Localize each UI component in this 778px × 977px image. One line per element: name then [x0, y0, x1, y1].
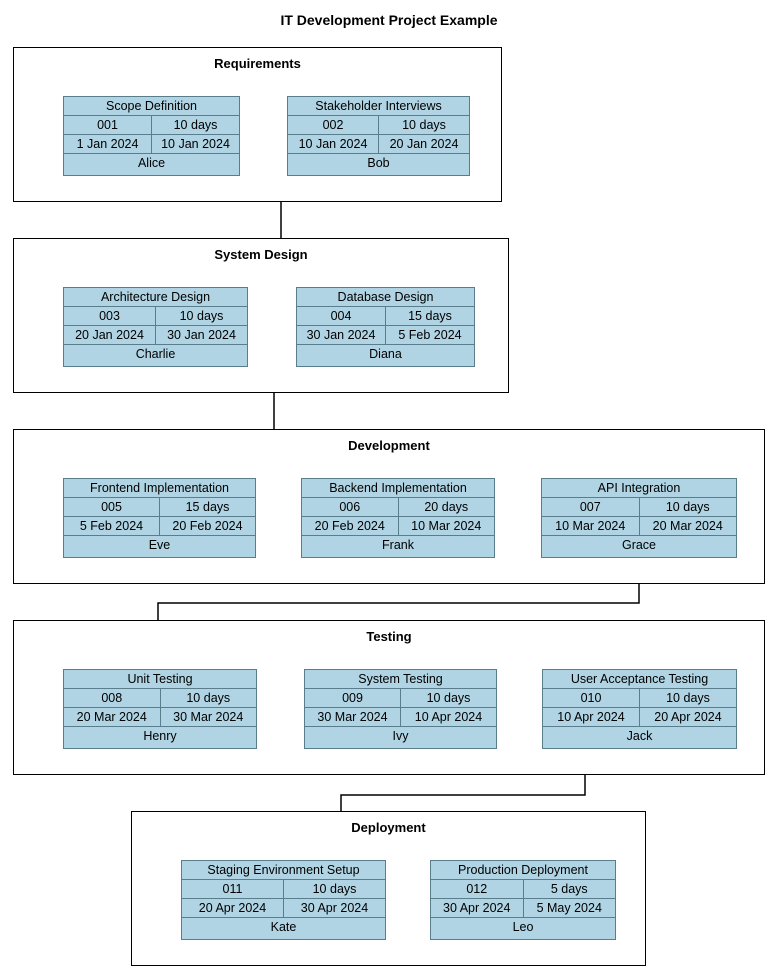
group-label: Deployment — [351, 820, 426, 835]
task-dates-row — [542, 517, 736, 536]
task-node-002[interactable] — [287, 96, 470, 176]
task-id: 006 — [302, 498, 399, 516]
task-dates-row — [297, 326, 474, 345]
task-id: 011 — [182, 880, 284, 898]
task-end: 20 Feb 2024 — [172, 519, 243, 533]
task-id: 005 — [64, 498, 160, 516]
task-dates-row — [288, 135, 469, 154]
task-id-duration-row — [431, 880, 615, 899]
task-name: User Acceptance Testing — [570, 672, 709, 686]
task-owner: Kate — [270, 920, 297, 934]
task-id-duration-row — [288, 116, 469, 135]
task-name: API Integration — [597, 481, 681, 495]
task-name-row — [542, 479, 736, 498]
group-label: Requirements — [214, 56, 301, 71]
task-id-duration-row — [64, 116, 239, 135]
task-name-row — [64, 97, 239, 116]
task-name-row — [297, 288, 474, 307]
diagram-title: IT Development Project Example — [280, 12, 498, 28]
task-end: 20 Apr 2024 — [654, 710, 722, 724]
task-owner: Leo — [512, 920, 534, 934]
task-node-012[interactable] — [430, 860, 616, 940]
task-name-row — [64, 670, 256, 689]
task-owner: Alice — [137, 156, 166, 170]
task-duration: 10 days — [312, 882, 357, 896]
task-name-row — [64, 479, 255, 498]
task-dates-row — [431, 899, 615, 918]
task-owner-row — [542, 536, 736, 554]
task-dates-row — [64, 517, 255, 536]
task-id: 012 — [431, 880, 524, 898]
task-start: 10 Mar 2024 — [542, 517, 640, 535]
task-duration: 10 days — [186, 691, 231, 705]
task-duration: 10 days — [665, 500, 710, 514]
task-end: 10 Jan 2024 — [161, 137, 230, 151]
task-id-duration-row — [542, 498, 736, 517]
task-id: 008 — [64, 689, 161, 707]
task-node-010[interactable] — [542, 669, 737, 749]
task-duration: 10 days — [666, 691, 710, 705]
task-owner-row — [543, 727, 736, 745]
task-start: 20 Mar 2024 — [64, 708, 161, 726]
task-owner-row — [305, 727, 496, 745]
task-node-008[interactable] — [63, 669, 257, 749]
task-start: 5 Feb 2024 — [64, 517, 160, 535]
task-dates-row — [302, 517, 494, 536]
task-end: 30 Jan 2024 — [167, 328, 236, 342]
task-owner-row — [297, 345, 474, 363]
task-name: Production Deployment — [458, 863, 588, 877]
task-node-011[interactable] — [181, 860, 386, 940]
task-id: 010 — [543, 689, 640, 707]
task-dates-row — [182, 899, 385, 918]
task-name: Stakeholder Interviews — [315, 99, 442, 113]
task-owner-row — [64, 345, 247, 363]
group-label: Testing — [366, 629, 412, 644]
task-node-007[interactable] — [541, 478, 737, 558]
task-name: Scope Definition — [105, 99, 198, 113]
task-duration: 20 days — [424, 500, 469, 514]
task-owner: Charlie — [135, 347, 176, 361]
task-name-row — [64, 288, 247, 307]
task-duration: 15 days — [185, 500, 230, 514]
task-name-row — [302, 479, 494, 498]
task-name: Frontend Implementation — [90, 481, 229, 495]
task-id-duration-row — [543, 689, 736, 708]
task-dates-row — [305, 708, 496, 727]
task-id-duration-row — [182, 880, 385, 899]
task-start: 20 Jan 2024 — [64, 326, 156, 344]
task-owner: Diana — [369, 347, 402, 361]
task-start: 30 Apr 2024 — [431, 899, 524, 917]
task-name: Database Design — [337, 290, 434, 304]
task-owner-row — [64, 154, 239, 172]
task-owner: Ivy — [392, 729, 409, 743]
task-id: 004 — [297, 307, 386, 325]
group-label: Development — [348, 438, 430, 453]
task-id-duration-row — [305, 689, 496, 708]
task-id-duration-row — [302, 498, 494, 517]
task-owner: Jack — [626, 729, 653, 743]
task-dates-row — [64, 135, 239, 154]
task-owner: Bob — [367, 156, 390, 170]
task-start: 20 Apr 2024 — [182, 899, 284, 917]
task-start: 1 Jan 2024 — [64, 135, 152, 153]
task-name: Unit Testing — [127, 672, 193, 686]
task-name: Backend Implementation — [329, 481, 467, 495]
task-name: Architecture Design — [100, 290, 211, 304]
task-name-row — [288, 97, 469, 116]
task-end: 5 May 2024 — [536, 901, 602, 915]
task-node-004[interactable] — [296, 287, 475, 367]
task-name: System Testing — [358, 672, 443, 686]
task-id-duration-row — [64, 307, 247, 326]
task-id-duration-row — [297, 307, 474, 326]
task-owner-row — [431, 918, 615, 936]
task-end: 20 Jan 2024 — [389, 137, 459, 151]
task-duration: 10 days — [173, 118, 218, 132]
task-node-005[interactable] — [63, 478, 256, 558]
task-name-row — [182, 861, 385, 880]
task-owner: Eve — [148, 538, 171, 552]
task-node-006[interactable] — [301, 478, 495, 558]
task-dates-row — [543, 708, 736, 727]
task-owner-row — [64, 727, 256, 745]
task-owner-row — [64, 536, 255, 554]
task-duration: 15 days — [408, 309, 452, 323]
task-name-row — [305, 670, 496, 689]
task-end: 5 Feb 2024 — [398, 328, 462, 342]
task-end: 10 Apr 2024 — [414, 710, 483, 724]
task-duration: 10 days — [402, 118, 446, 132]
task-end: 10 Mar 2024 — [411, 519, 482, 533]
task-name-row — [543, 670, 736, 689]
task-owner: Henry — [143, 729, 177, 743]
task-start: 20 Feb 2024 — [302, 517, 399, 535]
task-node-001[interactable] — [63, 96, 240, 176]
task-id: 002 — [288, 116, 379, 134]
task-id-duration-row — [64, 498, 255, 517]
task-owner: Frank — [382, 538, 414, 552]
task-id: 007 — [542, 498, 640, 516]
task-owner: Grace — [621, 538, 657, 552]
task-dates-row — [64, 326, 247, 345]
task-start: 30 Jan 2024 — [297, 326, 386, 344]
task-id: 001 — [64, 116, 152, 134]
task-id: 009 — [305, 689, 401, 707]
task-node-003[interactable] — [63, 287, 248, 367]
task-name-row — [431, 861, 615, 880]
task-owner-row — [302, 536, 494, 554]
task-duration: 10 days — [426, 691, 471, 705]
task-id: 003 — [64, 307, 156, 325]
task-owner-row — [182, 918, 385, 936]
task-name: Staging Environment Setup — [207, 863, 360, 877]
task-node-009[interactable] — [304, 669, 497, 749]
task-end: 30 Apr 2024 — [300, 901, 369, 915]
task-start: 30 Mar 2024 — [305, 708, 401, 726]
task-owner-row — [288, 154, 469, 172]
task-end: 30 Mar 2024 — [173, 710, 244, 724]
task-start: 10 Apr 2024 — [543, 708, 640, 726]
task-duration: 10 days — [179, 309, 224, 323]
group-label: System Design — [214, 247, 308, 262]
task-start: 10 Jan 2024 — [288, 135, 379, 153]
task-dates-row — [64, 708, 256, 727]
task-duration: 5 days — [550, 882, 588, 896]
task-end: 20 Mar 2024 — [652, 519, 723, 533]
task-id-duration-row — [64, 689, 256, 708]
